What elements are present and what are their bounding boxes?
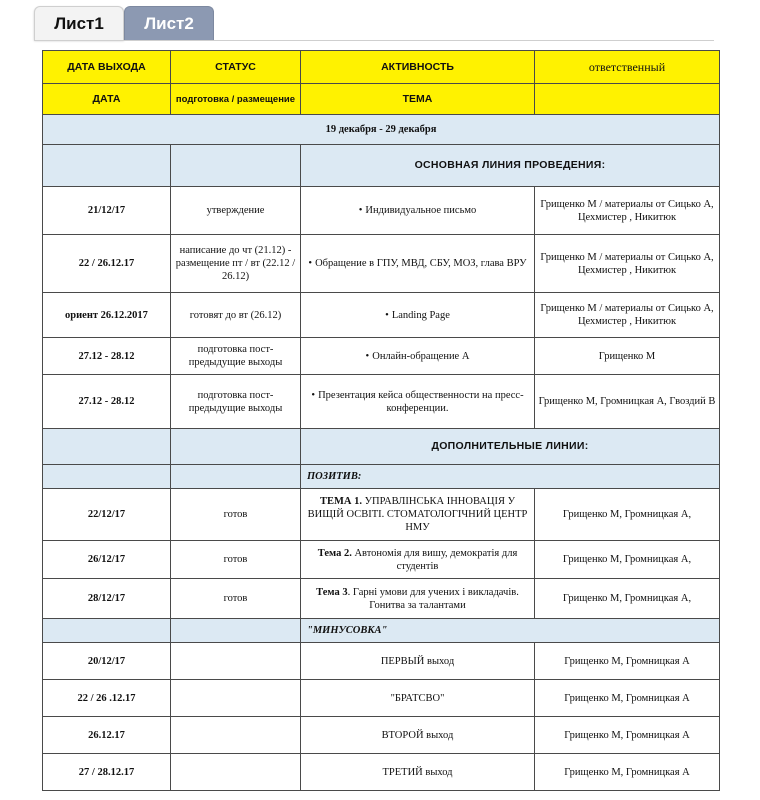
row-responsible: Грищенко М — [535, 338, 720, 375]
row-date: 28/12/17 — [43, 579, 171, 619]
row-responsible: Грищенко М, Громницкая А — [535, 754, 720, 791]
row-status: написание до чт (21.12) - размещение пт / вт (22.12 / 26.12) — [171, 235, 301, 293]
header2-status: подготовка / размещение — [171, 84, 301, 115]
bullet-icon: • — [311, 389, 316, 401]
tab-sheet1[interactable]: Лист1 — [34, 6, 124, 40]
header-date: ДАТА ВЫХОДА — [43, 51, 171, 84]
minus-label: "МИНУСОВКА" — [301, 619, 720, 643]
header-responsible: ответственный — [535, 51, 720, 84]
section-empty-cell — [171, 619, 301, 643]
row-date: 21/12/17 — [43, 187, 171, 235]
header2-responsible — [535, 84, 720, 115]
row-activity-text: Обращение в ГПУ, МВД, СБУ, МОЗ, глава ВРУ — [315, 258, 527, 269]
bullet-icon: • — [385, 309, 389, 321]
row-status — [171, 643, 301, 680]
table-row — [43, 338, 720, 375]
row-topic-text: УПРАВЛІНСЬКА ІННОВАЦІЯ У ВИЩІЙ ОСВІТІ. СТОМАТОЛОГІЧНИЙ ЦЕНТР НМУ — [307, 496, 528, 533]
row-topic-bold: Тема 3 — [316, 586, 348, 598]
row-activity — [301, 338, 535, 375]
bullet-icon: • — [365, 350, 370, 362]
row-date: 20/12/17 — [43, 643, 171, 680]
minus-label-row — [43, 619, 720, 643]
main-section-title: ОСНОВНАЯ ЛИНИЯ ПРОВЕДЕНИЯ: — [301, 145, 720, 187]
period-row — [43, 115, 720, 145]
row-date: 22 / 26.12.17 — [43, 235, 171, 293]
header-row-2 — [43, 84, 720, 115]
header-status: СТАТУС — [171, 51, 301, 84]
row-activity-text: Онлайн-обращение А — [372, 350, 470, 362]
row-date: 27.12 - 28.12 — [43, 338, 171, 375]
row-status: готовят до вт (26.12) — [171, 293, 301, 338]
section-empty-cell — [171, 429, 301, 465]
row-activity-text: Презентация кейса общественности на пресс-конференции. — [318, 389, 524, 414]
sheet-tabs — [34, 6, 714, 42]
header-row-1 — [43, 51, 720, 84]
table-row — [43, 680, 720, 717]
section-empty-cell — [43, 619, 171, 643]
schedule-table — [42, 50, 720, 791]
row-activity-text: Landing Page — [391, 309, 450, 321]
row-status: готов — [171, 489, 301, 541]
row-activity — [301, 375, 535, 429]
table-row — [43, 754, 720, 791]
section-empty-cell — [43, 465, 171, 489]
bullet-icon: • — [358, 205, 363, 216]
row-status — [171, 754, 301, 791]
row-status: подготовка пост- предыдущие выходы — [171, 338, 301, 375]
row-responsible: Грищенко М, Громницкая А, — [535, 489, 720, 541]
main-section-row — [43, 145, 720, 187]
row-topic: "БРАТСВО" — [301, 680, 535, 717]
period-label: 19 декабря - 29 декабря — [43, 115, 720, 145]
tab-divider — [34, 40, 714, 41]
row-date: 27.12 - 28.12 — [43, 375, 171, 429]
table-row — [43, 293, 720, 338]
header-activity: АКТИВНОСТЬ — [301, 51, 535, 84]
row-date: 27 / 28.12.17 — [43, 754, 171, 791]
row-status: готов — [171, 541, 301, 579]
table-row — [43, 375, 720, 429]
row-activity — [301, 235, 535, 293]
row-topic-text: . Гарні умови для учених і викладачів. Гонитва за талантами — [347, 586, 519, 611]
row-topic: ВТОРОЙ выход — [301, 717, 535, 754]
row-responsible: Грищенко М, Громницкая А — [535, 680, 720, 717]
table-row — [43, 489, 720, 541]
row-responsible: Грищенко М / материалы от Сицько А, Цехмистер , Никитюк — [535, 235, 720, 293]
row-responsible: Грищенко М, Громницкая А — [535, 717, 720, 754]
bullet-icon: • — [308, 258, 313, 269]
row-topic — [301, 541, 535, 579]
row-topic-text: Автономія для вишу, демократія для студентів — [351, 547, 518, 572]
row-responsible: Грищенко М, Громницкая А — [535, 643, 720, 680]
positive-label-row — [43, 465, 720, 489]
tab-sheet2[interactable]: Лист2 — [124, 6, 214, 40]
row-activity — [301, 187, 535, 235]
row-status: подготовка пост- предыдущие выходы — [171, 375, 301, 429]
row-responsible: Грищенко М / материалы от Сицько А, Цехмистер , Никитюк — [535, 187, 720, 235]
table-row — [43, 579, 720, 619]
row-activity-text: Индивидуальное письмо — [365, 205, 477, 216]
table-row — [43, 643, 720, 680]
row-topic: ПЕРВЫЙ выход — [301, 643, 535, 680]
row-date: 26.12.17 — [43, 717, 171, 754]
extra-section-row — [43, 429, 720, 465]
table-row — [43, 235, 720, 293]
row-status: готов — [171, 579, 301, 619]
section-empty-cell — [43, 145, 171, 187]
row-date: 26/12/17 — [43, 541, 171, 579]
section-empty-cell — [171, 145, 301, 187]
row-topic-bold: ТЕМА 1. — [319, 496, 362, 507]
row-status — [171, 680, 301, 717]
row-activity — [301, 293, 535, 338]
table-row — [43, 541, 720, 579]
row-topic — [301, 579, 535, 619]
table-row — [43, 717, 720, 754]
row-date: 22 / 26 .12.17 — [43, 680, 171, 717]
extra-section-title: ДОПОЛНИТЕЛЬНЫЕ ЛИНИИ: — [301, 429, 720, 465]
row-status: утверждение — [171, 187, 301, 235]
table-row — [43, 187, 720, 235]
row-responsible: Грищенко М / материалы от Сицько А, Цехмистер , Никитюк — [535, 293, 720, 338]
row-topic-bold: Тема 2. — [317, 547, 352, 559]
row-topic: ТРЕТИЙ выход — [301, 754, 535, 791]
row-date: 22/12/17 — [43, 489, 171, 541]
header2-topic: ТЕМА — [301, 84, 535, 115]
row-date: ориент 26.12.2017 — [43, 293, 171, 338]
header2-date: ДАТА — [43, 84, 171, 115]
row-topic — [301, 489, 535, 541]
row-responsible: Грищенко М, Громницкая А, — [535, 541, 720, 579]
row-responsible: Грищенко М, Громницкая А, — [535, 579, 720, 619]
section-empty-cell — [171, 465, 301, 489]
positive-label: ПОЗИТИВ: — [301, 465, 720, 489]
row-status — [171, 717, 301, 754]
section-empty-cell — [43, 429, 171, 465]
row-responsible: Грищенко М, Громницкая А, Гвоздий В — [535, 375, 720, 429]
